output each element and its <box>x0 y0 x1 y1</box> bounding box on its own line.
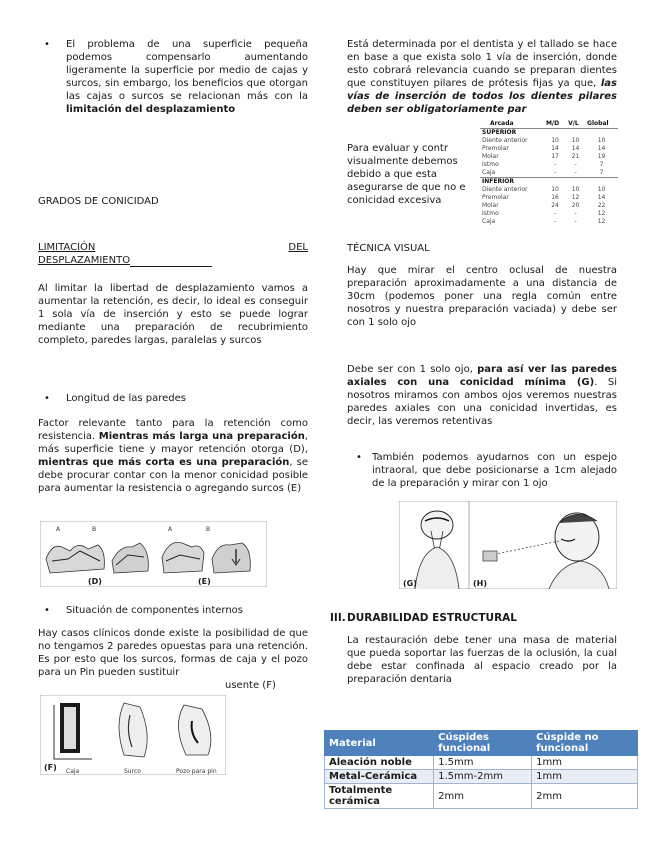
cone-table-cell: 10 <box>571 186 580 193</box>
un-ojo-paragraph: Debe ser con 1 solo ojo, para así ver las paredes axiales con una conicidad mínima (G). Si nosotros miramos con ambos ojos veremos nuestras paredes axiales con una conicidad invertidas, es decir, las veremos retentivas <box>347 364 618 427</box>
cone-table-cell: - <box>574 169 577 176</box>
material-row <box>325 770 638 784</box>
cone-table-cell: 7 <box>599 161 604 168</box>
material-name-cell: Totalmente cerámica <box>325 784 434 809</box>
cone-header-cell: Global <box>585 120 618 129</box>
label-h: (H) <box>473 579 488 588</box>
cone-table-row <box>480 194 618 202</box>
cone-table-row <box>480 202 618 210</box>
evaluar-paragraph: Para evaluar y contr visualmente debemos debido a que esta asegurarse de que no e conicidad excesiva <box>347 143 466 206</box>
cone-table-cell: 16 <box>551 194 559 201</box>
caption-pozo: Pozo para pin <box>176 768 217 775</box>
bullet-longitud-paredes: Longitud de las paredes <box>66 393 186 404</box>
limitacion-word: LIMITACIÓN <box>38 242 96 253</box>
figure-d-e <box>40 521 267 587</box>
cone-table-cell: 10 <box>571 137 580 144</box>
cone-table-cell: - <box>574 210 577 217</box>
bullet-espejo: También podemos ayudarnos con un espejo intraoral, que debe posicionarse a 1cm alejado de la preparación y mirar con 1 ojo <box>372 452 617 489</box>
cone-table-cell: 19 <box>597 153 606 160</box>
material-header-cell: Material <box>325 731 434 756</box>
del-word: DEL <box>288 242 308 253</box>
material-name-cell: Aleación noble <box>325 756 434 770</box>
visual-technique-illustration <box>399 501 617 589</box>
cone-section-label: SUPERIOR <box>480 129 618 138</box>
material-header-cell: Cúspides funcional <box>434 731 532 756</box>
cone-table-cell: Molar <box>482 202 499 209</box>
grados-conicidad-heading: GRADOS DE CONICIDAD <box>38 196 159 207</box>
cone-table-cell: Istmo <box>482 161 499 168</box>
tecnica-visual-heading: TÉCNICA VISUAL <box>347 243 430 254</box>
label-a: A <box>168 526 173 533</box>
heading-underline <box>130 256 212 267</box>
bullet-situacion-componentes: Situación de componentes internos <box>66 605 244 616</box>
cone-table-cell: 14 <box>571 145 580 152</box>
cone-header-cell: V/L <box>566 120 585 129</box>
tecnica-paragraph: Hay que mirar el centro oclusal de nuestra preparación aproximadamente a una distancia de 30cm (podemos poner una regla común entre nosotros y nuestra preparación vaciada) y debe ser con 1 solo ojo <box>347 265 617 328</box>
label-b: B <box>92 526 97 533</box>
internal-components-diagram <box>40 695 226 775</box>
material-value-cell: 2mm <box>434 784 532 809</box>
cone-section-row <box>480 178 618 187</box>
material-value-cell: 2mm <box>532 784 638 809</box>
durabilidad-number: III. <box>330 612 346 624</box>
durabilidad-paragraph: La restauración debe tener una masa de material que pueda soportar las fuerzas de la oclusión, la cual debe estar confinada al espacio creado por la preparación dentaria <box>347 635 617 685</box>
cone-table-cell: 10 <box>597 137 606 144</box>
material-value-cell: 1mm <box>532 770 638 784</box>
bullet-dot: • <box>44 393 50 404</box>
cone-table-row <box>480 153 618 161</box>
cone-table-cell: 17 <box>551 153 559 160</box>
cone-table-cell: Caja <box>482 169 496 176</box>
cone-table-cell: 14 <box>597 194 606 201</box>
bullet-dot: • <box>44 605 50 616</box>
cone-table-cell: Istmo <box>482 210 499 217</box>
cone-table-row <box>480 218 618 226</box>
cone-table-cell: 12 <box>597 218 606 225</box>
cone-section-label: INFERIOR <box>480 178 618 187</box>
bullet-dot: • <box>44 39 50 50</box>
cone-table-row <box>480 169 618 178</box>
limitacion-paragraph: Al limitar la libertad de desplazamiento vamos a aumentar la retención, es decir, lo ideal es conseguir 1 sola vía de inserción y esto se puede lograr mediante una preparación de recubrimiento completo, paredes largas, paralelas y surcos <box>38 283 308 346</box>
via-insercion-paragraph: Está determinada por el dentista y el tallado se hace en base a que exista solo 1 vía de inserción, donde esto cobrará relevancia cuando se preparan dientes que constituyen pilares de prótesis fijas ya que, las vías de inserción de todos los dientes pilares deben ser obligatoriamente par <box>347 39 617 115</box>
figure-g-h <box>399 501 617 589</box>
material-header-cell: Cúspide no funcional <box>532 731 638 756</box>
cone-table-cell: - <box>553 161 557 168</box>
cone-header-cell: Arcada <box>480 120 544 129</box>
label-a: A <box>56 526 61 533</box>
limitacion-heading <box>38 241 308 267</box>
cone-table-cell: Molar <box>482 153 499 160</box>
bullet-dot: • <box>356 452 362 463</box>
cone-section-row <box>480 129 618 138</box>
durabilidad-heading: DURABILIDAD ESTRUCTURAL <box>347 612 517 624</box>
material-value-cell: 1mm <box>532 756 638 770</box>
cone-table-row <box>480 137 618 145</box>
situacion-paragraph: Hay casos clínicos donde existe la posibilidad de que no tengamos 2 paredes opuestas para una retención. Es por esto que los surcos, formas de caja y el pozo para un Pin pueden sustituir <box>38 628 308 678</box>
cone-table-cell: 10 <box>551 186 559 193</box>
cone-table-cell: 20 <box>571 202 580 209</box>
cone-table-cell: 12 <box>571 194 580 201</box>
figure-f <box>40 695 226 775</box>
cone-table-cell: 24 <box>551 202 559 209</box>
longitud-paragraph: Factor relevante tanto para la retención como resistencia. Mientras más larga una preparación, más superficie tiene y mayor retención otorga (D), mientras que más corta es una preparación, se debe procurar contar con la menor conicidad posible para aumentar la resistencia o agregando surcos (E) <box>38 418 309 494</box>
cone-table-row <box>480 161 618 169</box>
cone-table-cell: - <box>553 169 557 176</box>
label-f: (F) <box>44 763 57 772</box>
cone-table-cell: Caja <box>482 218 496 225</box>
cone-table-cell: Premolar <box>482 145 509 152</box>
cone-table-cell: 14 <box>597 145 606 152</box>
conicidad-grid <box>480 120 618 226</box>
cone-table-cell: 14 <box>551 145 559 152</box>
cone-table-cell: 22 <box>597 202 606 209</box>
bullet-problema-superficie: El problema de una superficie pequeña podemos compensarlo aumentando ligeramente la superficie por medio de cajas y surcos, sin embargo, los beneficios que otorgan las cajas o surcos se relacionan más con la limitación del desplazamiento <box>66 39 308 115</box>
cone-table-cell: - <box>553 210 557 217</box>
cone-header-cell: M/D <box>544 120 566 129</box>
cone-table-row <box>480 145 618 153</box>
label-g: (G) <box>403 579 417 588</box>
cone-table-cell: 10 <box>551 137 559 144</box>
cone-table-cell: - <box>574 161 577 168</box>
material-row <box>325 784 638 809</box>
material-value-cell: 1.5mm-2mm <box>434 770 532 784</box>
cone-table-row <box>480 186 618 194</box>
material-value-cell: 1.5mm <box>434 756 532 770</box>
cone-table-cell: Diente anterior <box>482 137 528 144</box>
desplazamiento-word: DESPLAZAMIENTO <box>38 255 131 266</box>
material-table <box>324 730 638 809</box>
cone-table-cell: Diente anterior <box>482 186 528 193</box>
cone-table-cell: 12 <box>597 210 606 217</box>
cone-table-cell: Premolar <box>482 194 509 201</box>
caption-caja: Caja <box>66 768 80 775</box>
cone-table-row <box>480 210 618 218</box>
label-d: (D) <box>88 577 102 586</box>
label-e: (E) <box>198 577 211 586</box>
conicidad-table <box>480 118 618 258</box>
cone-table-cell: 21 <box>571 153 580 160</box>
caption-surco: Surco <box>124 768 141 775</box>
tooth-preparation-diagram <box>40 521 267 587</box>
label-b: B <box>206 526 211 533</box>
cone-table-cell: 7 <box>599 169 604 176</box>
situacion-tail: usente (F) <box>225 680 276 691</box>
material-table-header <box>325 731 638 756</box>
cone-table-cell: - <box>574 218 577 225</box>
cone-table-cell: 10 <box>597 186 606 193</box>
material-row <box>325 756 638 770</box>
cone-table-cell: - <box>553 218 557 225</box>
material-name-cell: Metal-Cerámica <box>325 770 434 784</box>
